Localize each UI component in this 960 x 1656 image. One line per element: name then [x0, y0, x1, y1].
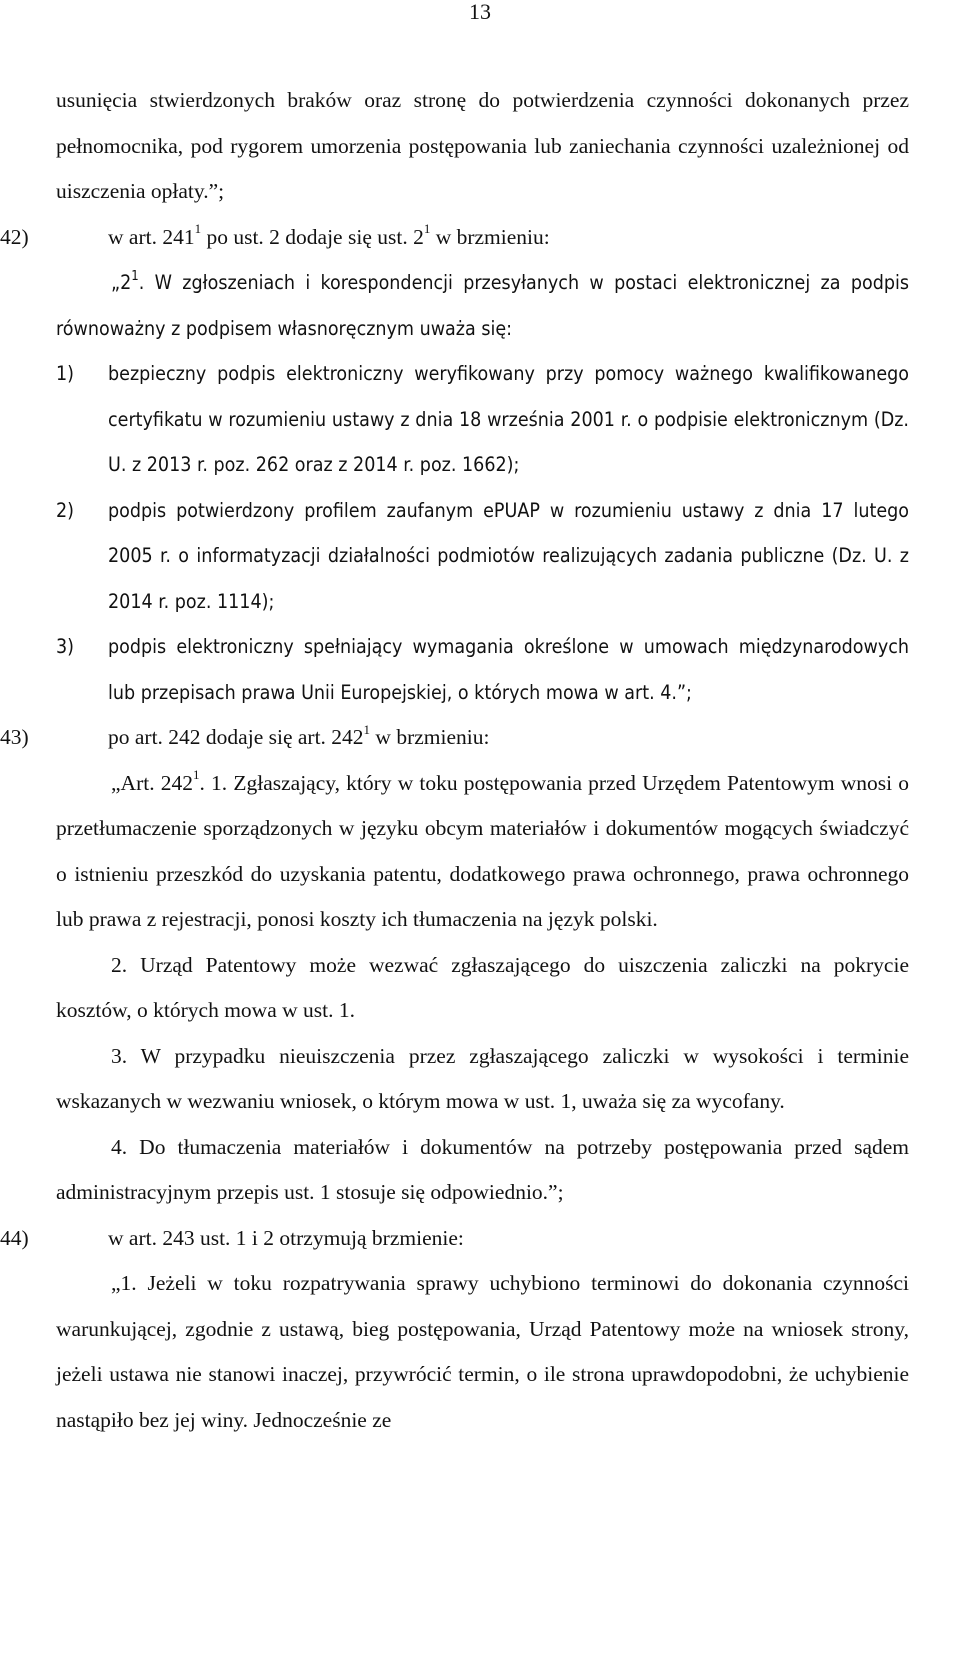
article-243-ust-1: „1. Jeżeli w toku rozpatrywania sprawy uchybiono terminowi do dokonania czynności warunkującej, zgodnie z ustawą, bieg postępowania, Urząd Patentowy może na wniosek strony, jeżeli ustawa nie stanowi inaczej, przywrócić termin, o ile strona uprawdopodobni, że uchybienie nastąpiło bez jej winy. Jednocześnie ze	[56, 1271, 909, 1432]
item-number: 42)	[0, 224, 29, 249]
list-item-44: 44) w art. 243 ust. 1 i 2 otrzymują brzmienie:	[0, 1216, 909, 1262]
article-242-1-ust-4: 4. Do tłumaczenia materiałów i dokumentów na potrzeby postępowania przed sądem administracyjnym przepis ust. 1 stosuje się odpowiednio.”;	[56, 1134, 909, 1204]
item-number: 44)	[0, 1225, 29, 1250]
paragraph-continuation: usunięcia stwierdzonych braków oraz stronę do potwierdzenia czynności dokonanych przez pełnomocnika, pod rygorem umorzenia postępowania lub zaniechania czynności uzależnionej od uiszczenia opłaty.”;	[56, 88, 909, 203]
item-number: 43)	[0, 725, 29, 749]
page-number: 13	[469, 0, 491, 24]
article-242-1-ust-2: 2. Urząd Patentowy może wezwać zgłaszającego do uiszczenia zaliczki na pokrycie kosztów, o których mowa w ust. 1.	[56, 952, 909, 1022]
list-item-43: 43) po art. 242 dodaje się art. $242^1$ w brzmieniu:	[0, 715, 909, 761]
subitem-number: 2)	[56, 498, 75, 522]
list-item-42: 42) w art. $241^1$ po ust. 2 dodaje się ust. $2^1$ w brzmieniu:	[0, 215, 909, 261]
article-242-1-ust-1: „Art. $242^1$. 1. Zgłaszający, który w toku postępowania przed Urzędem Patentowym wnosi o przetłumaczenie sporządzonych w języku obcym materiałów i dokumentów mogących świadczyć o istnieniu przeszkód do uzyskania patentu, dodatkowego prawa ochronnego, prawa ochronnego lub prawa z rejestracji, ponosi koszty ich tłumaczenia na język polski.	[56, 767, 909, 931]
subitem-number: 1)	[56, 362, 75, 385]
subitem-3: 3) podpis elektroniczny spełniający wymagania określone w umowach międzynarodowych lub przepisach prawa Unii Europejskiej, o których mowa w art. 4.”;	[56, 624, 909, 715]
article-242-1-ust-3: 3. W przypadku nieuiszczenia przez zgłaszającego zaliczki w wysokości i terminie wskazanych w wezwaniu wniosek, o którym mowa w ust. 1, uważa się za wycofany.	[56, 1043, 909, 1113]
subitem-number: 3)	[56, 635, 75, 658]
article-2-1-intro: $„2^1$. W zgłoszeniach i korespondencji przesyłanych w postaci elektronicznej za podpis równoważny z podpisem własnoręcznym uważa się:	[56, 268, 909, 340]
subitem-2: 2) podpis potwierdzony profilem zaufanym ePUAP w rozumieniu ustawy z dnia 17 lutego 2005 r. o informatyzacji działalności podmiotów realizujących zadania publiczne (Dz. U. z 2014 r. poz. 1114);	[56, 488, 909, 625]
subitem-1: 1) bezpieczny podpis elektroniczny weryfikowany przy pomocy ważnego kwalifikowanego certyfikatu w rozumieniu ustawy z dnia 18 września 2001 r. o podpisie elektronicznym (Dz. U. z 2013 r. poz. 262 oraz z 2014 r. poz. 1662);	[56, 351, 909, 488]
document-body	[0, 78, 909, 1443]
